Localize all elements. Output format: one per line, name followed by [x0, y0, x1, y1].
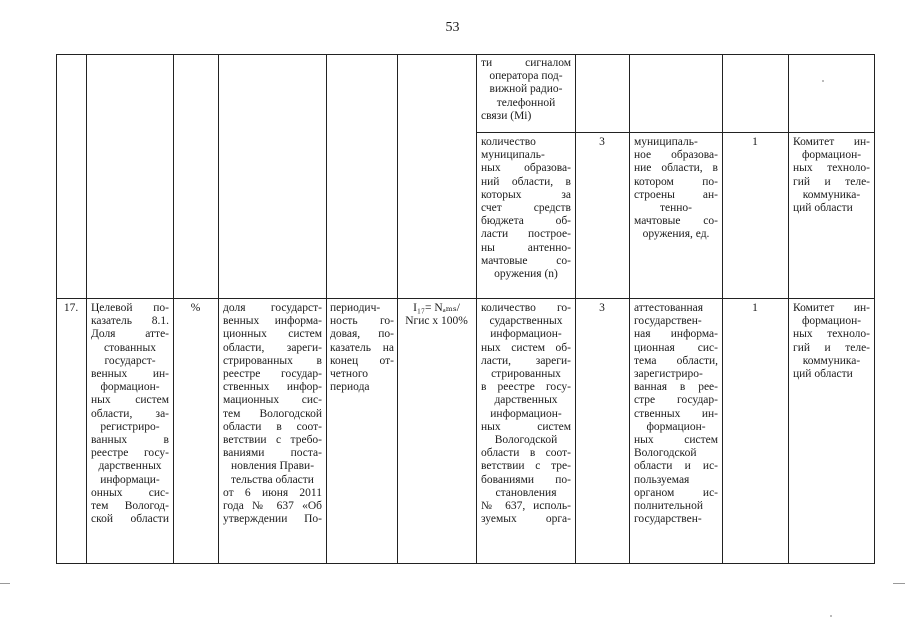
text-line: формацион-	[100, 381, 160, 394]
text-line: зарегистриро-	[634, 368, 703, 381]
text-line: реестре госу-	[91, 447, 169, 460]
text-line: мачтовые со-	[634, 215, 718, 228]
text-line: Доля атте-	[91, 328, 169, 341]
text-line: коммуника-	[802, 188, 861, 201]
text-line: вижной радио-	[489, 83, 563, 96]
text-line: ных систем об-	[481, 341, 571, 354]
text-line: ний области, в	[481, 175, 571, 188]
text-line: информацион-	[490, 328, 562, 341]
text-line: аттестованная	[634, 302, 704, 314]
text-line: венных ин-	[91, 368, 169, 381]
text-line: области в соот-	[223, 420, 322, 433]
column-divider	[86, 54, 87, 564]
text-line: ционных систем	[223, 328, 322, 341]
text-line: сударственных	[489, 315, 563, 328]
text-line: дарственных	[494, 394, 558, 407]
text-line: ное образова-	[634, 149, 718, 162]
text-line: становления	[495, 486, 557, 499]
text-line: государствен-	[634, 315, 702, 328]
text-line: количество	[481, 136, 536, 148]
text-line: счет средств	[481, 202, 571, 215]
text-line: довая, по-	[330, 328, 394, 341]
table-border-right	[874, 54, 875, 564]
text-line: Комитет ин-	[793, 136, 870, 148]
scan-dot	[830, 615, 832, 617]
text-line: ций области	[793, 202, 853, 215]
text-line: ласти построе-	[481, 228, 571, 241]
text-line: тем Вологодской	[223, 407, 322, 420]
text-line: казатель 8.1.	[91, 315, 169, 328]
text-line: года № 637 «Об	[223, 500, 322, 513]
formula-line: I₁₇= Nₐₘₛ/	[413, 302, 460, 314]
text-line: пользуемая	[634, 473, 690, 486]
text-line: зуемых орга-	[481, 513, 571, 526]
text-line: тенно-	[659, 202, 693, 215]
text-line: тельства области	[231, 473, 314, 486]
text-line: № 637, исполь-	[481, 500, 571, 513]
row-divider	[56, 298, 874, 299]
table-border-left	[56, 54, 57, 564]
text-line: которых за	[481, 188, 571, 201]
text-line: области, за-	[91, 407, 169, 420]
text-line: дарственных	[98, 460, 162, 473]
row-17-unit: %	[190, 302, 201, 314]
continuation-indicator	[481, 57, 571, 123]
text-line: формацион-	[646, 420, 706, 433]
column-divider	[326, 54, 327, 564]
row-n-unit	[634, 136, 718, 242]
text-line: четного	[330, 368, 368, 381]
scan-mark	[893, 583, 905, 584]
row-17-indicator	[481, 302, 571, 526]
text-line: ветствии с требо-	[223, 434, 322, 447]
text-line: утверждении По-	[223, 513, 322, 526]
row-17-responsible	[793, 302, 870, 381]
text-line: в реестре госу-	[481, 381, 571, 394]
text-line: оружения, ед.	[642, 228, 710, 241]
text-line: строены ан-	[634, 188, 718, 201]
text-line: периода	[330, 381, 370, 394]
text-line: онных сис-	[91, 486, 169, 499]
row-17-formula	[397, 302, 476, 328]
text-line: органом ис-	[634, 486, 718, 499]
text-line: информацион-	[490, 407, 562, 420]
text-line: ской области	[91, 513, 169, 526]
text-line: ваниями поста-	[223, 447, 322, 460]
text-line: ных систем	[91, 394, 169, 407]
text-line: формацион-	[801, 315, 862, 328]
text-line: ны антенно-	[481, 241, 571, 254]
page-number: 53	[445, 20, 460, 35]
column-divider	[476, 54, 477, 564]
text-line: области в соот-	[481, 447, 571, 460]
text-line: ность го-	[330, 315, 394, 328]
column-divider	[218, 54, 219, 564]
text-line: Комитет ин-	[793, 302, 870, 314]
text-line: ных техноло-	[793, 162, 870, 175]
indicators-table	[56, 54, 874, 564]
text-line: области и ис-	[634, 460, 718, 473]
text-line: стрированных	[491, 368, 561, 381]
text-line: информаци-	[100, 473, 160, 486]
text-line: муниципаль-	[481, 149, 545, 162]
text-line: муниципаль-	[634, 136, 698, 148]
text-line: тем Вологод-	[91, 500, 169, 513]
text-line: ственных инфор-	[223, 381, 322, 394]
text-line: стрированных в	[223, 354, 322, 367]
text-line: ственных ин-	[634, 407, 718, 420]
row-17-periodicity	[330, 302, 394, 394]
column-divider	[788, 54, 789, 564]
row-n-responsible	[793, 136, 870, 215]
text-line: доля государст-	[223, 302, 322, 314]
text-line: ная информа-	[634, 328, 718, 341]
text-line: мачтовые со-	[481, 254, 571, 267]
text-line: ных систем	[634, 434, 718, 447]
text-line: ванных в	[91, 434, 169, 447]
text-line: государствен-	[634, 513, 702, 526]
text-line: Вологодской	[634, 447, 697, 460]
text-line: новления Прави-	[230, 460, 315, 473]
text-line: государст-	[104, 354, 156, 367]
row-17-target	[91, 302, 169, 526]
text-line: области, зареги-	[223, 341, 322, 354]
text-line: ных образова-	[481, 162, 571, 175]
text-line: ти сигналом	[481, 57, 571, 69]
text-line: связи (Mi)	[481, 109, 532, 122]
text-line: котором по-	[634, 175, 718, 188]
row-17-source-code: 3	[599, 302, 605, 314]
text-line: Целевой по-	[91, 302, 169, 314]
row-n-frequency-code: 1	[752, 136, 758, 148]
text-line: от 6 июня 2011	[223, 486, 322, 499]
text-line: ционная сис-	[634, 341, 718, 354]
text-line: Вологодской	[494, 434, 558, 447]
text-line: оператора под-	[489, 70, 563, 83]
scan-dot	[822, 80, 824, 82]
text-line: ций области	[793, 368, 853, 381]
table-border-bottom	[56, 563, 874, 564]
text-line: стре государ-	[634, 394, 718, 407]
row-17-number: 17.	[63, 302, 79, 314]
row-17-frequency-code: 1	[752, 302, 758, 314]
text-line: мационных сис-	[223, 394, 322, 407]
text-line: ванная в рее-	[634, 381, 718, 394]
text-line: конец от-	[330, 354, 394, 367]
text-line: ных систем	[481, 420, 571, 433]
text-line: казатель на	[330, 341, 394, 354]
row-n-indicator	[481, 136, 571, 281]
row-n-source-code: 3	[599, 136, 605, 148]
row-17-unit-of-measure	[634, 302, 718, 526]
text-line: регистриро-	[100, 420, 160, 433]
text-line: полнительной	[634, 500, 703, 513]
formula-line: Nгис х 100%	[405, 315, 468, 328]
text-line: оружения (n)	[494, 268, 558, 281]
row-17-definition	[223, 302, 322, 526]
text-line: ласти, зареги-	[481, 354, 571, 367]
text-line: гий и теле-	[793, 341, 870, 354]
text-line: стованных	[104, 341, 156, 354]
text-line: ных техноло-	[793, 328, 870, 341]
table-border-top	[56, 54, 874, 55]
text-line: венных информа-	[223, 315, 322, 328]
text-line: коммуника-	[802, 354, 861, 367]
text-line: тема области,	[634, 354, 718, 367]
text-line: реестре государ-	[223, 368, 322, 381]
text-line: бюджета об-	[481, 215, 571, 228]
column-divider	[629, 54, 630, 564]
text-line: ние области, в	[634, 162, 718, 175]
text-line: бованиями по-	[481, 473, 571, 486]
text-line: ветствии с тре-	[481, 460, 571, 473]
row-divider	[476, 132, 874, 133]
text-line: количество го-	[481, 302, 571, 314]
text-line: периодич-	[330, 302, 381, 314]
text-line: телефонной	[496, 96, 556, 109]
scan-mark	[0, 583, 10, 584]
text-line: гий и теле-	[793, 175, 870, 188]
text-line: формацион-	[801, 149, 862, 162]
